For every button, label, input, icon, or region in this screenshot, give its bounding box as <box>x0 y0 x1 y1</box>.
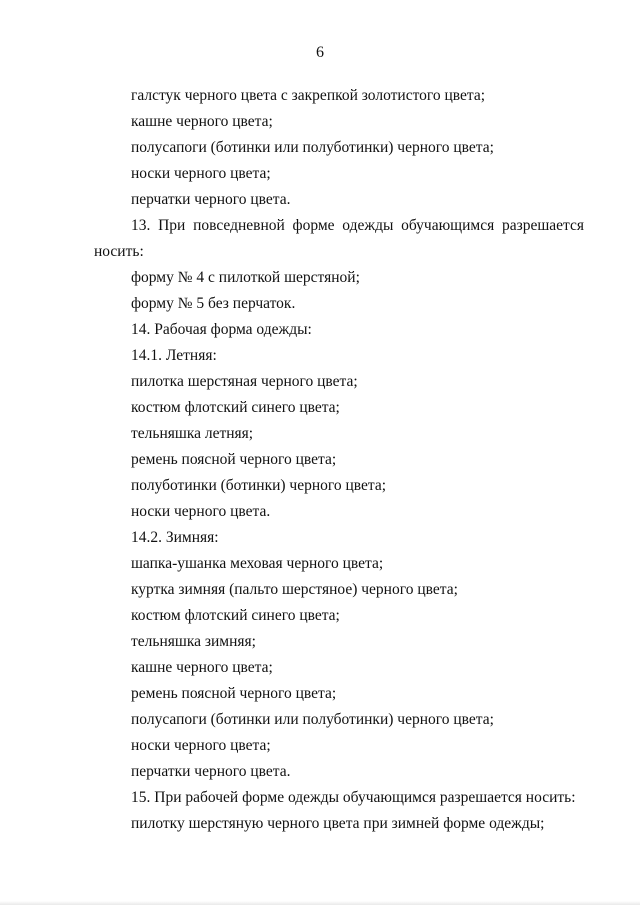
text-line: кашне черного цвета; <box>131 113 273 130</box>
text-line: тельняшка зимняя; <box>131 633 256 650</box>
section-heading: 15. При рабочей форме одежды обучающимся разрешается носить: <box>131 789 576 806</box>
text-line: костюм флотский синего цвета; <box>131 399 340 416</box>
text-line: носки черного цвета; <box>131 165 271 182</box>
text-line: носки черного цвета; <box>131 737 271 754</box>
text-line: носки черного цвета. <box>131 503 271 520</box>
text-line: полусапоги (ботинки или полуботинки) черного цвета; <box>131 711 494 728</box>
text-line: тельняшка летняя; <box>131 425 254 442</box>
text-line: кашне черного цвета; <box>131 659 273 676</box>
subsection-heading: 14.2. Зимняя: <box>131 529 219 546</box>
text-line: ремень поясной черного цвета; <box>131 685 337 702</box>
text-line: полуботинки (ботинки) черного цвета; <box>131 477 387 494</box>
subsection-heading: 14.1. Летняя: <box>131 347 217 364</box>
text-line: перчатки черного цвета. <box>131 763 291 780</box>
text-line: шапка-ушанка меховая черного цвета; <box>131 555 384 572</box>
text-line: пилотку шерстяную черного цвета при зимней форме одежды; <box>131 815 545 832</box>
paragraph-13-first-line: 13. При повседневной форме одежды обучающимся разрешается <box>131 217 584 234</box>
text-line: форму № 5 без перчаток. <box>131 295 296 312</box>
scan-edge-shadow <box>0 901 640 905</box>
page-number: 6 <box>316 44 324 61</box>
section-heading: 14. Рабочая форма одежды: <box>131 321 312 338</box>
text-line: галстук черного цвета с закрепкой золотистого цвета; <box>131 87 486 104</box>
text-line: форму № 4 с пилоткой шерстяной; <box>131 269 360 286</box>
text-line: костюм флотский синего цвета; <box>131 607 340 624</box>
paragraph-13-continuation: носить: <box>94 243 144 260</box>
text-line: ремень поясной черного цвета; <box>131 451 337 468</box>
text-line: куртка зимняя (пальто шерстяное) черного цвета; <box>131 581 458 598</box>
text-line: полусапоги (ботинки или полуботинки) черного цвета; <box>131 139 494 156</box>
text-line: пилотка шерстяная черного цвета; <box>131 373 358 390</box>
text-line: перчатки черного цвета. <box>131 191 291 208</box>
